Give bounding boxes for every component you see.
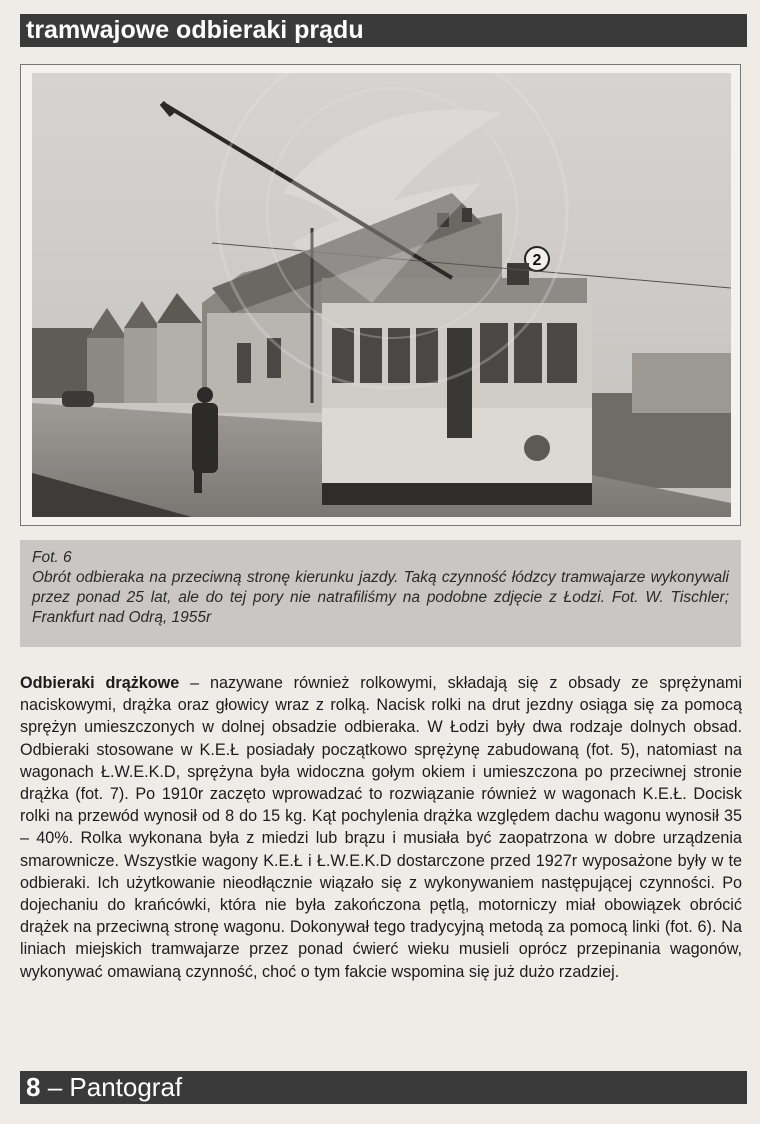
footer-section: Pantograf <box>69 1072 183 1102</box>
article-body <box>20 672 742 983</box>
caption-figure-label: Fot. 6 <box>32 549 72 566</box>
page-footer <box>20 1071 747 1104</box>
page-number: 8 <box>26 1072 41 1102</box>
photo-frame <box>20 64 741 526</box>
caption-text: Obrót odbieraka na przeciwną stronę kierunku jazdy. Taką czynność łódzcy tramwajarze wykonywali przez ponad 25 lat, ale do tej pory nie natrafiliśmy na podobne zdjęcie z Łodzi. Fot. W. Tischler; Frankfurt nad Odrą, 1955r <box>32 569 729 626</box>
photo-caption <box>20 540 741 647</box>
article-paragraph: – nazywane również rolkowymi, składają się z obsady ze sprężynami naciskowymi, drążka oraz głowicy wraz z rolką. Nacisk rolki na drut jezdny osiąga się za pomocą sprężyn umieszczonych w dolnej obsadzie odbieraka. W Łodzi były dwa rodzaje dolnych obsad. Odbieraki stosowane w K.E.Ł posiadały początkowo sprężynę zabudowaną (fot. 5), natomiast na wagonach Ł.W.E.K.D, sprężyna była widoczna gołym okiem i umieszczona po przeciwnej stronie drążka (fot. 7). Po 1910r zaczęto wprowadzać to rozwiązanie również w wagonach K.E.Ł. Docisk rolki na przewód wynosił od 8 do 15 kg. Kąt pochylenia drążka względem dachu wagonu wynosił 35 – 40%. Rolka wykonana była z miedzi lub brązu i musiała być zaopatrzona w dobre urządzenia smarownicze. Wszystkie wagony K.E.Ł i Ł.W.E.K.D dostarczone przed 1927r wyposażone były w te odbieraki. Ich użytkowanie nieodłącznie wiązało się z wykonywaniem następującej czynności. Po dojechaniu do krańcówki, która nie była zakończona pętlą, motorniczy miał obowiązek obrócić drążek na przeciwną stronę wagonu. Dokonywał tego tradycyjną metodą za pomocą linki (fot. 6). Na liniach miejskich tramwajarze przez ponad ćwierć wieku musieli oprócz przepinania wagonów, wykonywać omawianą czynność, choć o tym fakcie wspomina się już dużo rzadziej. <box>20 674 742 981</box>
car <box>62 391 94 407</box>
footer-separator: – <box>40 1072 70 1102</box>
section-title: tramwajowe odbieraki prądu <box>26 16 364 44</box>
section-header <box>20 14 747 47</box>
article-lead: Odbieraki drążkowe <box>20 674 180 692</box>
tram-photo <box>32 73 731 517</box>
tram-route-number: 2 <box>532 252 542 269</box>
